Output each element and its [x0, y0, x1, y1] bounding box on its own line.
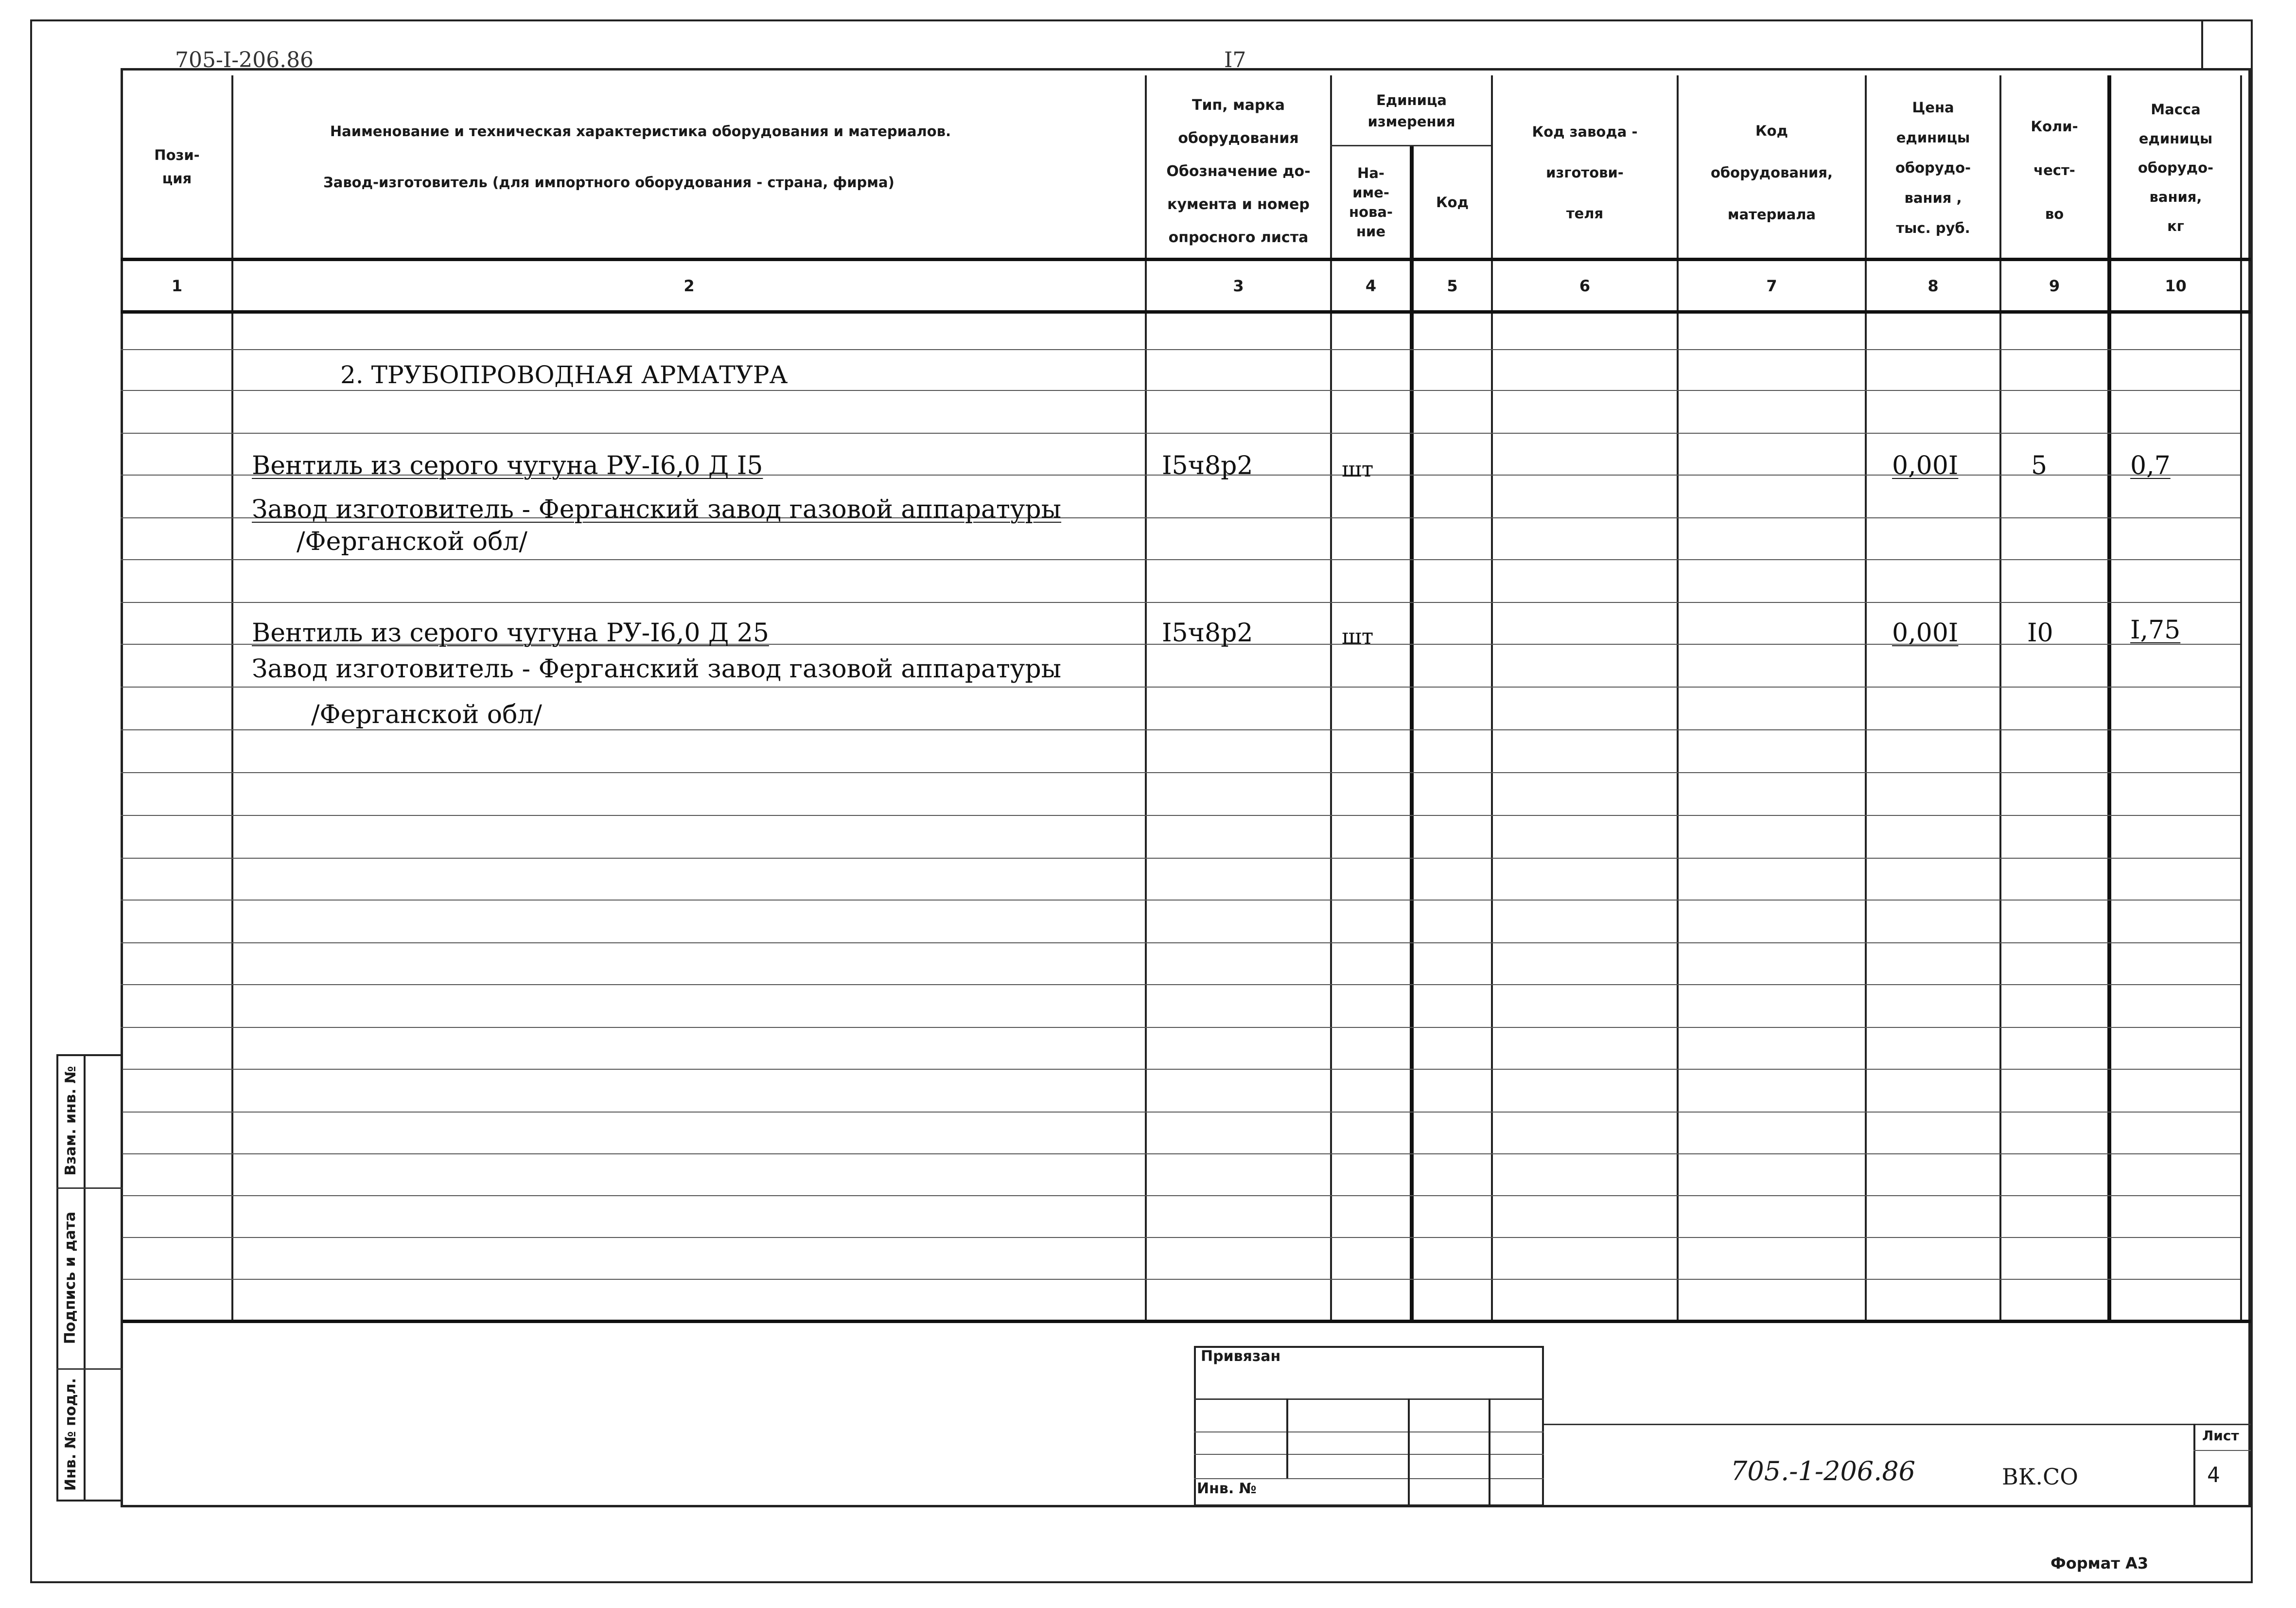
- col-line-4: [1410, 146, 1414, 1323]
- item-2-region: /Ферганской обл/: [311, 700, 542, 729]
- bound-row-line: [1194, 1478, 1544, 1479]
- col-line-9: [2107, 75, 2111, 1323]
- row-line: [121, 1069, 2240, 1070]
- section-title: 2. ТРУБОПРОВОДНАЯ АРМАТУРА: [340, 361, 788, 389]
- item-2-name: Вентиль из серого чугуна РУ-I6,0 Д 25: [252, 618, 769, 648]
- header-position: Пози- ция: [154, 146, 200, 187]
- item-2-unit: шт: [1342, 624, 1374, 649]
- row-line: [121, 433, 2240, 434]
- page-number-top: I7: [1224, 48, 1246, 72]
- header-name-line2: Завод-изготовитель (для импортного оборудования - страна, фирма): [323, 174, 894, 191]
- item-1-mass: 0,7: [2130, 451, 2171, 480]
- bound-label: Привязан: [1201, 1348, 1281, 1365]
- header-unit-price: Цена единицы оборудо- вания , тыс. руб.: [1895, 99, 1971, 236]
- col-number-1: 1: [171, 277, 183, 295]
- header-name-line1: Наименование и техническая характеристика оборудования и материалов.: [330, 123, 951, 140]
- item-2-qty: I0: [2027, 618, 2053, 648]
- row-line: [121, 1237, 2240, 1238]
- col-number-2: 2: [684, 277, 695, 295]
- item-1-region: /Ферганской обл/: [297, 527, 527, 556]
- corner-stub: [2201, 19, 2203, 68]
- header-bottom-line: [121, 258, 2251, 261]
- unit-subheader-line: [1330, 145, 1491, 146]
- doc-code-top: 705-I-206.86: [175, 48, 314, 72]
- row-line: [121, 349, 2240, 350]
- numbers-bottom-line: [121, 310, 2251, 314]
- item-2-maker: Завод изготовитель - Ферганский завод газовой аппаратуры: [252, 654, 1062, 684]
- row-line: [121, 687, 2240, 688]
- row-line: [121, 559, 2240, 560]
- sheet-number: 4: [2207, 1463, 2220, 1487]
- row-line: [121, 390, 2240, 391]
- table-bottom-line: [121, 1320, 2251, 1323]
- col-number-10: 10: [2165, 277, 2187, 295]
- col-number-9: 9: [2049, 277, 2060, 295]
- item-1-name: Вентиль из серого чугуна РУ-I6,0 Д I5: [252, 451, 763, 480]
- bound-col-line: [1286, 1398, 1288, 1478]
- row-line: [121, 858, 2240, 859]
- sheet-label-line: [2193, 1450, 2251, 1451]
- header-unit-group: Единица измерения: [1367, 91, 1455, 130]
- side-label-inv-replaced: Взам. инв. №: [62, 1066, 79, 1176]
- row-line: [121, 942, 2240, 943]
- header-unit-mass: Масса единицы оборудо- вания, кг: [2138, 101, 2214, 234]
- item-2-type: I5ч8р2: [1162, 618, 1253, 648]
- item-2-price: 0,00I: [1892, 618, 1959, 648]
- row-line: [121, 1153, 2240, 1154]
- row-line: [121, 1195, 2240, 1196]
- row-line: [121, 729, 2240, 730]
- col-number-7: 7: [1766, 277, 1777, 295]
- sheet-label: Лист: [2202, 1428, 2239, 1444]
- row-line: [121, 900, 2240, 901]
- bound-col-line: [1489, 1398, 1490, 1506]
- bound-row-line: [1194, 1398, 1544, 1400]
- side-stamp-divider: [84, 1054, 86, 1502]
- item-2-mass: I,75: [2130, 616, 2181, 645]
- col-number-5: 5: [1447, 277, 1458, 295]
- col-number-3: 3: [1233, 277, 1244, 295]
- col-number-6: 6: [1579, 277, 1591, 295]
- row-line: [121, 1112, 2240, 1113]
- doc-code-handwritten: 705.-1-206.86: [1731, 1456, 1916, 1486]
- header-type: Тип, марка оборудования Обозначение до- кумента и номер опросного листа: [1166, 96, 1311, 246]
- col-number-8: 8: [1928, 277, 1939, 295]
- row-line: [121, 602, 2240, 603]
- item-1-maker: Завод изготовитель - Ферганский завод газовой аппаратуры: [252, 495, 1062, 524]
- item-1-unit: шт: [1342, 457, 1374, 482]
- header-equipment-code: Код оборудования, материала: [1710, 123, 1833, 223]
- sheet-col-line: [2193, 1424, 2195, 1506]
- row-line: [121, 984, 2240, 985]
- side-label-inv-original: Инв. № подл.: [62, 1378, 79, 1491]
- row-line: [121, 815, 2240, 816]
- row-line: [121, 772, 2240, 773]
- col-number-4: 4: [1365, 277, 1377, 295]
- inv-no-label: Инв. №: [1197, 1480, 1257, 1497]
- header-quantity: Коли- чест- во: [2031, 118, 2078, 222]
- header-unit-code: Код: [1436, 194, 1469, 211]
- row-line: [121, 1027, 2240, 1028]
- main-stamp-top: [1544, 1424, 2251, 1425]
- doc-code-suffix: ВК.СО: [2002, 1464, 2078, 1490]
- bound-row-line: [1194, 1431, 1544, 1432]
- col-line-10: [2240, 75, 2242, 1320]
- header-factory-code: Код завода - изготови- теля: [1532, 124, 1638, 222]
- header-unit-name: На- име- нова- ние: [1349, 165, 1393, 240]
- item-1-type: I5ч8р2: [1162, 451, 1253, 480]
- side-label-signature-date: Подпись и дата: [61, 1211, 79, 1344]
- item-1-price: 0,00I: [1892, 451, 1959, 480]
- item-1-qty: 5: [2031, 451, 2048, 480]
- format-label: Формат А3: [2051, 1554, 2149, 1573]
- row-line: [121, 1279, 2240, 1280]
- bound-row-line: [1194, 1454, 1544, 1455]
- bound-col-line: [1408, 1398, 1410, 1506]
